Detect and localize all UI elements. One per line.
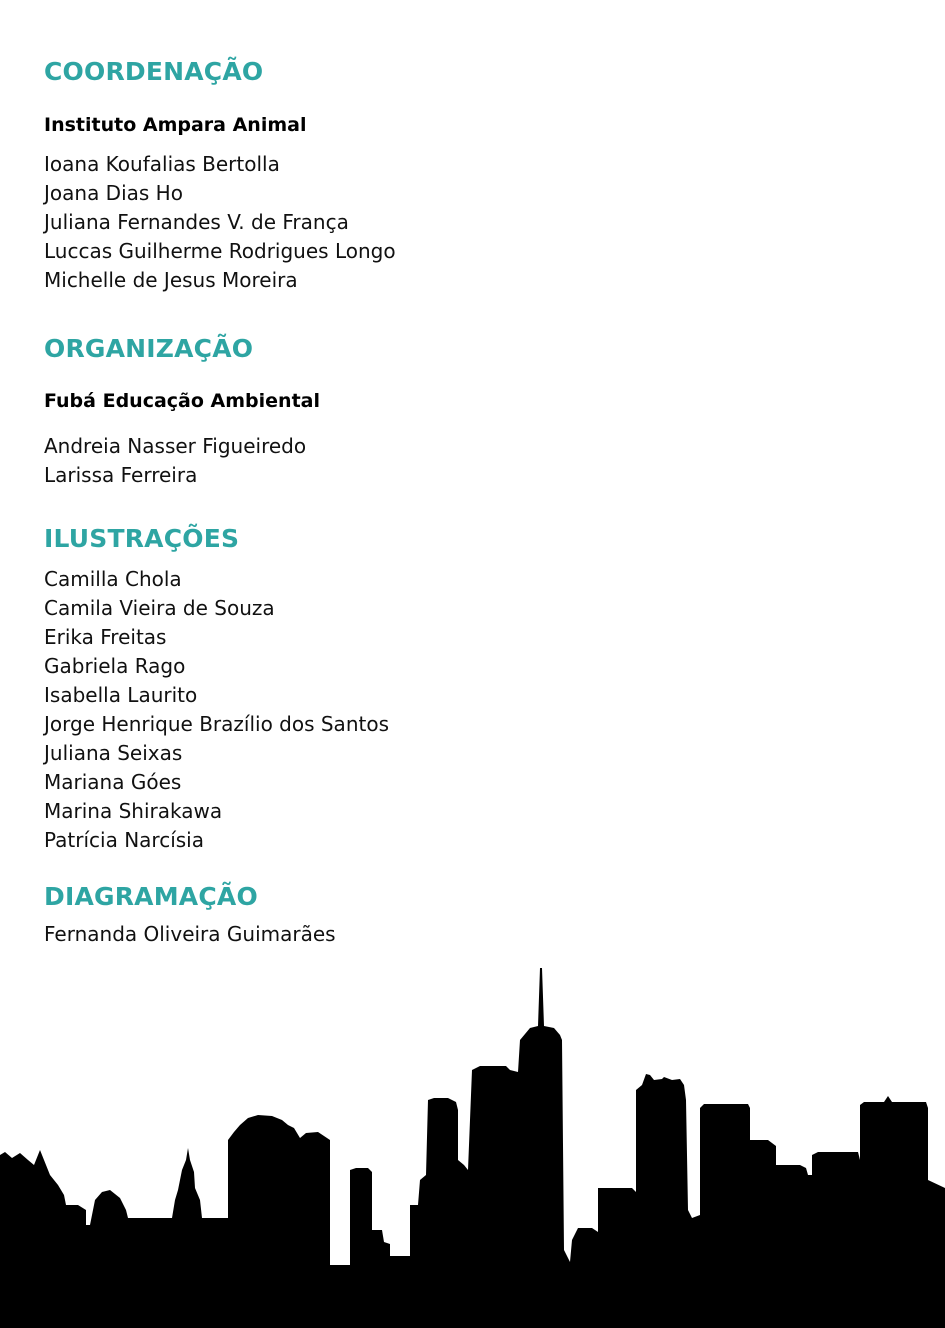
section-heading-diagramacao: DIAGRAMAÇÃO — [44, 882, 258, 911]
member-name: Jorge Henrique Brazílio dos Santos — [44, 712, 389, 736]
section-heading-coordenacao: COORDENAÇÃO — [44, 57, 264, 86]
organization-name-coordenacao: Instituto Ampara Animal — [44, 114, 307, 136]
member-name: Luccas Guilherme Rodrigues Longo — [44, 239, 396, 263]
member-list-organizacao — [44, 432, 306, 490]
member-name: Camilla Chola — [44, 567, 182, 591]
member-name: Michelle de Jesus Moreira — [44, 268, 298, 292]
member-list-diagramacao — [44, 920, 336, 949]
section-heading-organizacao: ORGANIZAÇÃO — [44, 334, 254, 363]
member-name: Camila Vieira de Souza — [44, 596, 275, 620]
skyline-shape — [0, 968, 945, 1328]
member-name: Gabriela Rago — [44, 654, 186, 678]
member-name: Juliana Fernandes V. de França — [44, 210, 349, 234]
member-name: Erika Freitas — [44, 625, 167, 649]
member-name: Fernanda Oliveira Guimarães — [44, 922, 336, 946]
member-name: Larissa Ferreira — [44, 463, 198, 487]
member-name: Joana Dias Ho — [44, 181, 183, 205]
member-list-ilustracoes — [44, 565, 389, 855]
city-skyline-silhouette — [0, 960, 945, 1328]
member-name: Isabella Laurito — [44, 683, 198, 707]
member-name: Marina Shirakawa — [44, 799, 223, 823]
member-name: Mariana Góes — [44, 770, 182, 794]
member-list-coordenacao — [44, 150, 396, 295]
organization-name-organizacao: Fubá Educação Ambiental — [44, 390, 320, 412]
section-heading-ilustracoes: ILUSTRAÇÕES — [44, 524, 240, 553]
member-name: Juliana Seixas — [44, 741, 183, 765]
member-name: Patrícia Narcísia — [44, 828, 204, 852]
member-name: Ioana Koufalias Bertolla — [44, 152, 280, 176]
member-name: Andreia Nasser Figueiredo — [44, 434, 307, 458]
